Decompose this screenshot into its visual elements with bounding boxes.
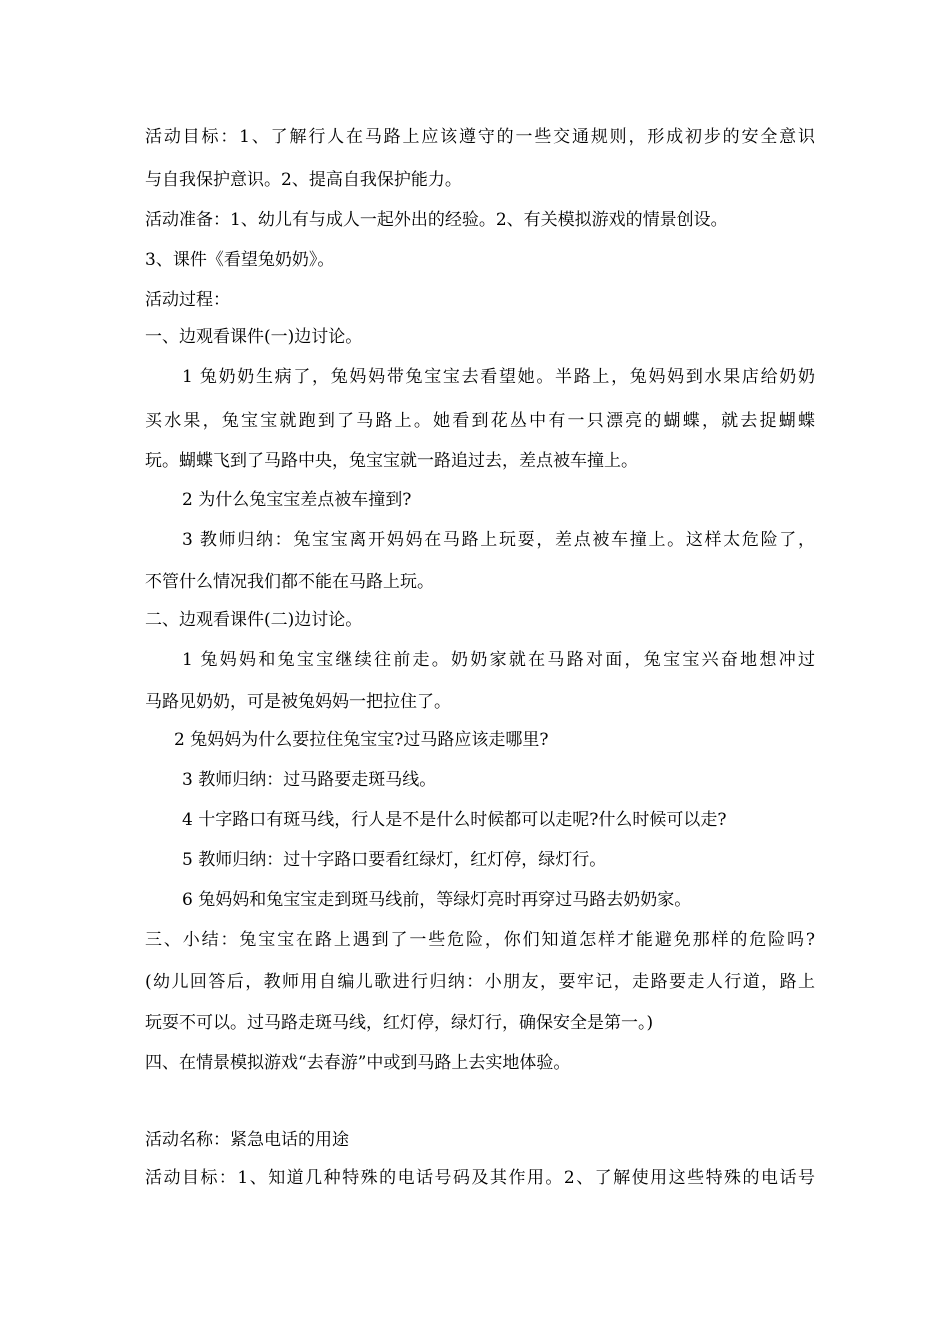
section-one-item-3-line-1: 3 教师归纳：兔宝宝离开妈妈在马路上玩耍，差点被车撞上。这样太危险了， bbox=[182, 530, 815, 550]
section-two-item-1-line-2: 马路见奶奶，可是被兔妈妈一把拉住了。 bbox=[145, 692, 451, 712]
summary-line-2: (幼儿回答后，教师用自编儿歌进行归纳：小朋友，要牢记，走路要走人行道，路上 bbox=[145, 972, 815, 992]
section-two-heading: 二、边观看课件(二)边讨论。 bbox=[145, 610, 363, 630]
section-two-item-6: 6 兔妈妈和兔宝宝走到斑马线前，等绿灯亮时再穿过马路去奶奶家。 bbox=[182, 890, 692, 910]
section-two-item-3: 3 教师归纳：过马路要走斑马线。 bbox=[182, 770, 437, 790]
section-one-heading: 一、边观看课件(一)边讨论。 bbox=[145, 327, 363, 347]
section-two-item-4: 4 十字路口有斑马线，行人是不是什么时候都可以走呢?什么时候可以走? bbox=[182, 810, 727, 830]
section-two-item-1-line-1: 1 兔妈妈和兔宝宝继续往前走。奶奶家就在马路对面，兔宝宝兴奋地想冲过 bbox=[182, 650, 815, 670]
goal-line-2: 与自我保护意识。2、提高自我保护能力。 bbox=[145, 170, 462, 190]
section-one-item-3-line-2: 不管什么情况我们都不能在马路上玩。 bbox=[145, 572, 434, 592]
section-four-line: 四、在情景模拟游戏“去春游”中或到马路上去实地体验。 bbox=[145, 1053, 571, 1073]
next-goal-line-1: 活动目标：1、知道几种特殊的电话号码及其作用。2、了解使用这些特殊的电话号 bbox=[145, 1168, 815, 1188]
process-heading: 活动过程： bbox=[145, 290, 230, 310]
prep-line-2: 3、课件《看望兔奶奶》。 bbox=[145, 250, 335, 270]
goal-line-1: 活动目标：1、了解行人在马路上应该遵守的一些交通规则，形成初步的安全意识 bbox=[145, 127, 815, 147]
section-one-para-1-line-3: 玩。蝴蝶飞到了马路中央，兔宝宝就一路追过去，差点被车撞上。 bbox=[145, 451, 638, 471]
summary-line-3: 玩耍不可以。过马路走斑马线，红灯停，绿灯行，确保安全是第一。) bbox=[145, 1013, 654, 1033]
summary-line-1: 三、小结：兔宝宝在路上遇到了一些危险，你们知道怎样才能避免那样的危险吗? bbox=[145, 930, 815, 950]
section-one-para-1-line-2: 买水果，兔宝宝就跑到了马路上。她看到花丛中有一只漂亮的蝴蝶，就去捉蝴蝶 bbox=[145, 411, 815, 431]
activity-name-line: 活动名称：紧急电话的用途 bbox=[145, 1130, 349, 1150]
prep-line-1: 活动准备：1、幼儿有与成人一起外出的经验。2、有关模拟游戏的情景创设。 bbox=[145, 210, 728, 230]
section-one-para-1-line-1: 1 兔奶奶生病了，兔妈妈带兔宝宝去看望她。半路上，兔妈妈到水果店给奶奶 bbox=[182, 367, 815, 387]
section-two-item-5: 5 教师归纳：过十字路口要看红绿灯，红灯停，绿灯行。 bbox=[182, 850, 607, 870]
section-two-item-2: 2 兔妈妈为什么要拉住兔宝宝?过马路应该走哪里? bbox=[174, 730, 549, 750]
section-one-item-2: 2 为什么兔宝宝差点被车撞到? bbox=[182, 490, 412, 510]
